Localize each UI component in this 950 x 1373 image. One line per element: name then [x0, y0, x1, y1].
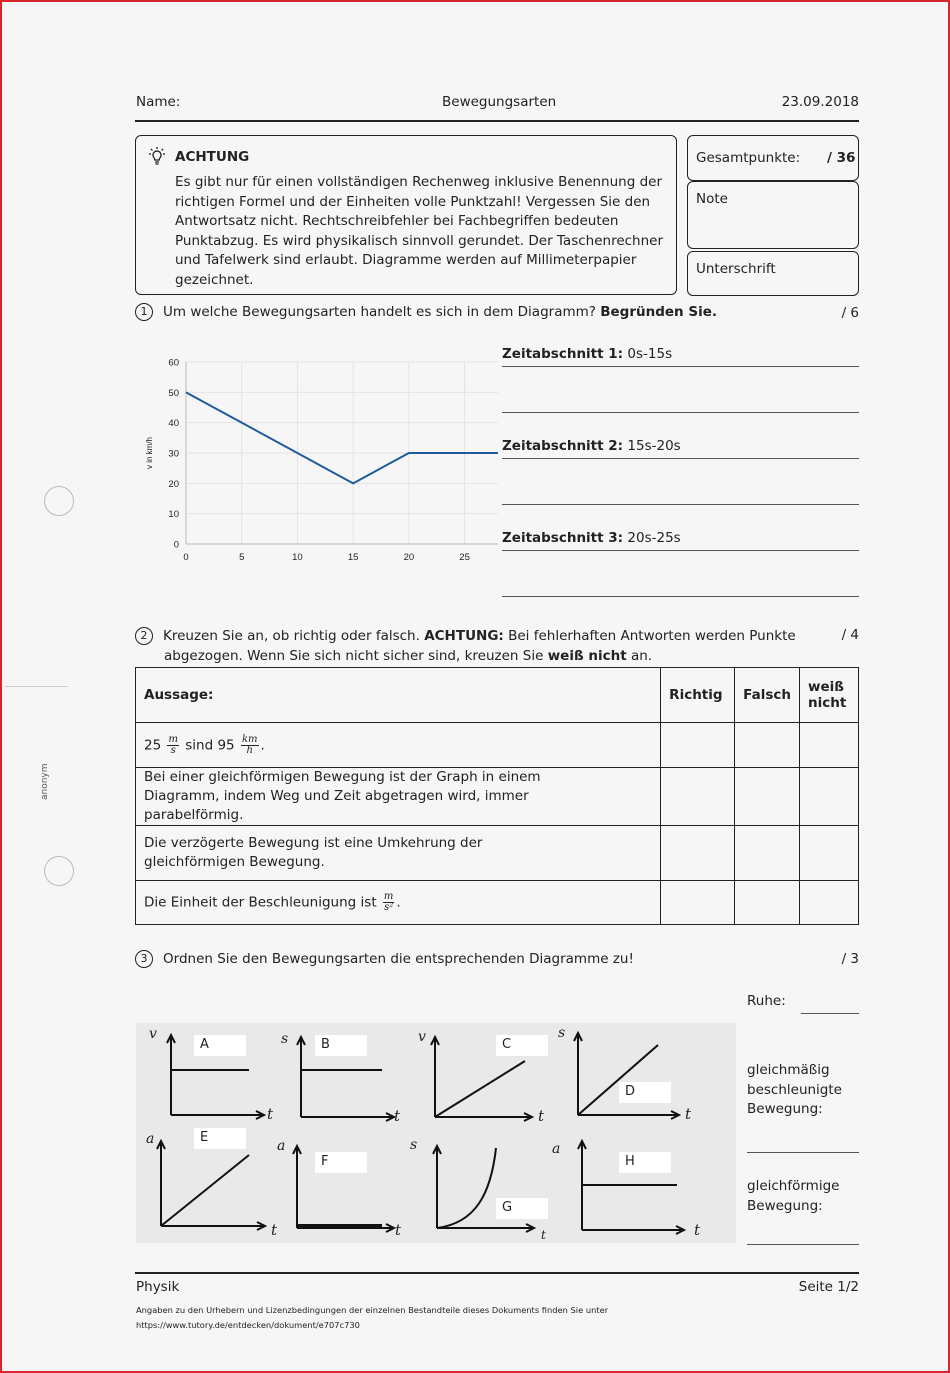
axis-s-G: s: [410, 1137, 418, 1153]
unit-denominator: s: [170, 744, 176, 756]
diagram-label-C: C: [496, 1035, 548, 1056]
q2-text3: abgezogen. Wenn Sie sich nicht sicher sind, kreuzen Sie: [164, 648, 544, 664]
header-wrong: Falsch: [735, 668, 800, 723]
answer-rest-line[interactable]: [801, 1013, 859, 1014]
diagram-label-H: H: [619, 1152, 671, 1173]
checkbox-unknown[interactable]: [800, 826, 859, 881]
checkbox-wrong[interactable]: [735, 826, 800, 881]
y-tick-label: 10: [168, 509, 179, 521]
q1-text: Um welche Bewegungsarten handelt es sich in dem Diagramm?: [163, 304, 596, 320]
table-row: [136, 768, 859, 826]
q2-number: 2: [135, 627, 153, 645]
axis-t-G: t: [541, 1228, 546, 1242]
punch-hole-top: [44, 486, 74, 516]
q1-bold: Begründen Sie.: [600, 304, 717, 320]
q3-number: 3: [135, 950, 153, 968]
date: 23.09.2018: [781, 94, 859, 110]
axis-t-A: t: [267, 1105, 274, 1123]
axis-a-H: a: [552, 1141, 561, 1157]
checkbox-unknown[interactable]: [800, 723, 859, 768]
name-label: Name:: [136, 94, 181, 110]
diagram-label-A: A: [194, 1035, 246, 1056]
checkbox-right[interactable]: [661, 768, 735, 826]
axis-v-A: v: [149, 1026, 157, 1042]
section-2: [502, 438, 681, 454]
q1-points: / 6: [841, 305, 859, 321]
checkbox-right[interactable]: [661, 826, 735, 881]
q2-text4: an.: [630, 648, 653, 664]
unit-denominator: s²: [384, 902, 394, 913]
y-tick-label: 30: [168, 448, 179, 460]
unit-fraction: [383, 892, 394, 913]
q1-heading: [135, 303, 717, 321]
diagram-photo: [136, 1023, 736, 1243]
section-3-range: 20s-25s: [627, 530, 681, 546]
q2-points: / 4: [841, 627, 859, 643]
unit-numerator: m: [168, 733, 178, 745]
section-1-label: Zeitabschnitt 1:: [502, 346, 624, 362]
diagram-label-D: D: [619, 1082, 671, 1103]
header-unknown: weiß nicht: [800, 668, 859, 723]
statement-1-end: .: [260, 737, 265, 753]
q1-number: 1: [135, 303, 153, 321]
axis-a-F: a: [277, 1138, 286, 1154]
table-row: [136, 723, 859, 768]
y-tick-label: 40: [168, 418, 179, 430]
footer-credit-1: Angaben zu den Urhebern und Lizenzbedingungen der einzelnen Bestandteile dieses Dokuments finden Sie unter: [136, 1305, 609, 1315]
q2-text2: Bei fehlerhaften Antworten werden Punkte: [508, 628, 796, 644]
checkbox-unknown[interactable]: [800, 768, 859, 826]
unit-fraction: [241, 735, 259, 756]
grade-label: Note: [696, 191, 728, 207]
table-row: [136, 826, 859, 881]
statement-4-end: .: [396, 894, 401, 911]
axis-t-E: t: [271, 1221, 278, 1239]
q2-text1: Kreuzen Sie an, ob richtig oder falsch.: [163, 628, 420, 644]
y-tick-label: 0: [173, 539, 179, 551]
x-tick-label: 10: [292, 552, 303, 563]
axis-a-E: a: [146, 1131, 155, 1147]
q2-heading: [135, 626, 815, 666]
section-3-label: Zeitabschnitt 3:: [502, 530, 624, 546]
statement-1-value: 25: [144, 737, 162, 753]
unit-numerator: km: [241, 733, 258, 745]
section-3: [502, 530, 681, 546]
axis-s-D: s: [558, 1025, 566, 1041]
diagram-label-F: F: [315, 1152, 367, 1173]
answer-accelerated-label: gleichmäßig beschleunigte Bewegung:: [747, 1062, 842, 1117]
footer-credit-2: https://www.tutory.de/entdecken/dokument/e707c730: [136, 1320, 360, 1330]
y-axis-label: v in km/h: [145, 436, 154, 470]
header-rule: [135, 120, 859, 122]
axis-t-H: t: [694, 1221, 701, 1239]
answer-rest-label: Ruhe:: [747, 993, 786, 1009]
series-line: [186, 392, 498, 483]
statement-1-mid: sind 95: [185, 737, 235, 753]
header-statement: Aussage:: [136, 668, 661, 723]
footer-page: Seite 1/2: [798, 1279, 859, 1295]
statement-4: [136, 881, 661, 925]
statement-1: [136, 723, 661, 768]
statement-3: Die verzögerte Bewegung ist eine Umkehrung der gleichförmigen Bewegung.: [136, 826, 661, 881]
q3-points: / 3: [841, 951, 859, 967]
answer-uniform-line[interactable]: [747, 1244, 859, 1245]
notice-text: Es gibt nur für einen vollständigen Rechenweg inklusive Benennung der richtigen Formel und der Einheiten volle Punktzahl! Vergessen Sie den Antwortsatz nicht. Rechtschreibfehler bei Fachbegriffen bedeuten Punktabzug. Es wird physikalisch sinnvoll gerundet. Der Taschenrechner und Tafelwerk sind erlaubt. Diagramme werden auf Millimeterpapier gezeichnet.: [175, 174, 664, 288]
y-tick-label: 20: [168, 478, 179, 490]
footer-rule: [135, 1272, 859, 1274]
q2-bold1: ACHTUNG:: [424, 628, 504, 644]
q2-bold2: weiß nicht: [547, 648, 627, 664]
checkbox-wrong[interactable]: [735, 881, 800, 925]
score-max: / 36: [827, 150, 856, 166]
x-tick-label: 20: [403, 552, 415, 563]
diagram-label-G: G: [496, 1198, 548, 1219]
velocity-chart: [138, 345, 503, 570]
answer-line[interactable]: [502, 596, 859, 597]
notice-title: ACHTUNG: [175, 149, 250, 165]
section-1-range: 0s-15s: [627, 346, 673, 362]
score-label: Gesamtpunkte:: [696, 150, 801, 166]
fold-mark: [5, 686, 68, 687]
axis-t-F: t: [395, 1221, 402, 1239]
header-right: Richtig: [661, 668, 735, 723]
answer-line[interactable]: [502, 504, 859, 505]
q3-heading: [135, 950, 634, 968]
section-2-label: Zeitabschnitt 2:: [502, 438, 624, 454]
q3-text: Ordnen Sie den Bewegungsarten die entsprechenden Diagramme zu!: [163, 951, 634, 967]
unit-numerator: m: [383, 891, 394, 902]
x-tick-label: 15: [347, 552, 359, 563]
unit-fraction: [167, 735, 178, 756]
x-tick-label: 5: [239, 552, 245, 563]
unit-denominator: h: [246, 744, 253, 756]
table-row: [136, 881, 859, 925]
answer-line[interactable]: [502, 458, 859, 459]
axis-v-C: v: [418, 1029, 426, 1045]
axis-t-D: t: [685, 1105, 692, 1123]
axis-s-B: s: [281, 1031, 289, 1047]
checkbox-unknown[interactable]: [800, 881, 859, 925]
axis-t-B: t: [394, 1107, 401, 1125]
x-tick-label: 0: [183, 552, 189, 563]
checkbox-wrong[interactable]: [735, 723, 800, 768]
answer-line[interactable]: [502, 412, 859, 413]
statement-4-text: Die Einheit der Beschleunigung ist: [144, 894, 377, 911]
lightbulb-icon: [145, 145, 169, 173]
punch-hole-bottom: [44, 856, 74, 886]
checkbox-right[interactable]: [661, 723, 735, 768]
footer-subject: Physik: [136, 1279, 180, 1295]
checkbox-wrong[interactable]: [735, 768, 800, 826]
statement-2: Bei einer gleichförmigen Bewegung ist der Graph in einem Diagramm, indem Weg und Zeit abgetragen wird, immer parabelförmig.: [136, 768, 661, 826]
page-title: Bewegungsarten: [442, 94, 557, 110]
answer-uniform-label: gleichförmige Bewegung:: [747, 1178, 840, 1214]
answer-line[interactable]: [502, 366, 859, 367]
answer-accelerated-line[interactable]: [747, 1152, 859, 1153]
axis-t-C: t: [538, 1107, 545, 1125]
diagram-label-B: B: [315, 1035, 367, 1056]
checkbox-right[interactable]: [661, 881, 735, 925]
section-2-range: 15s-20s: [627, 438, 681, 454]
y-tick-label: 60: [168, 357, 179, 369]
signature-label: Unterschrift: [696, 261, 776, 277]
true-false-table: [135, 667, 859, 925]
answer-line[interactable]: [502, 550, 859, 551]
y-tick-label: 50: [168, 387, 179, 399]
diagram-label-E: E: [194, 1128, 246, 1149]
x-tick-label: 25: [459, 552, 470, 563]
section-1: [502, 346, 672, 362]
margin-text: anonym: [40, 763, 50, 800]
